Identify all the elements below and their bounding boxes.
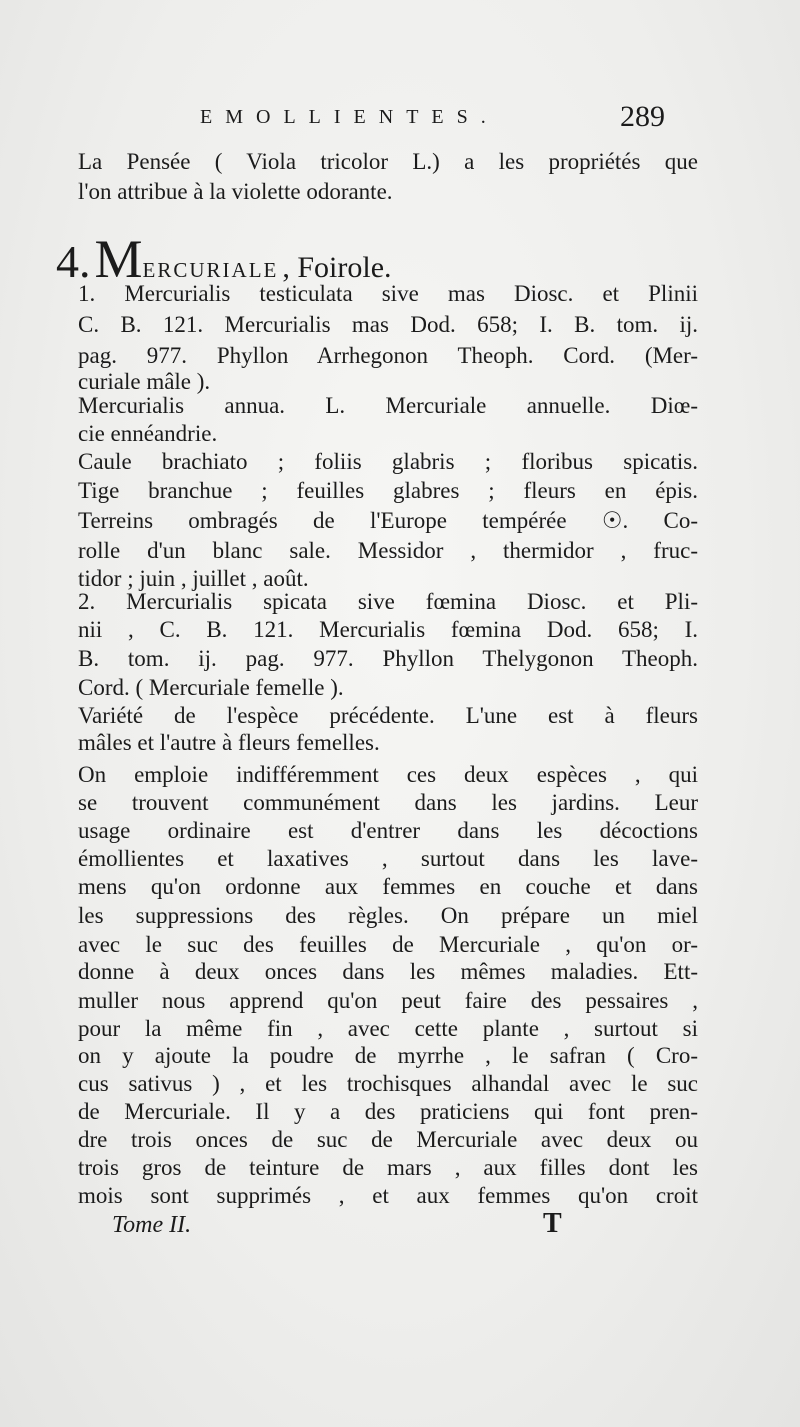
body-line: On emploie indifféremment ces deux espèces , qui (78, 762, 698, 787)
body-line: Cord. ( Mercuriale femelle ). (78, 675, 344, 700)
running-title: EMOLLIENTES. (200, 106, 499, 128)
body-line: nii , C. B. 121. Mercurialis fœmina Dod. 658; I. (78, 617, 698, 642)
body-line: mâles et l'autre à fleurs femelles. (78, 730, 380, 755)
body-line: usage ordinaire est d'entrer dans les décoctions (78, 818, 698, 843)
body-line: Variété de l'espèce précédente. L'une est à fleurs (78, 703, 698, 728)
body-line: C. B. 121. Mercurialis mas Dod. 658; I. B. tom. ij. (78, 312, 698, 337)
body-line: mens qu'on ordonne aux femmes en couche et dans (78, 874, 698, 899)
section-title-rest: , Foirole. (282, 251, 392, 284)
body-line: pag. 977. Phyllon Arrhegonon Theoph. Cord. (Mer- (78, 343, 698, 368)
intro-line-1: La Pensée ( Viola tricolor L.) a les propriétés que (78, 149, 698, 174)
body-line: 1. Mercurialis testiculata sive mas Diosc. et Plinii (78, 281, 698, 306)
body-line: on y ajoute la poudre de myrrhe , le safran ( Cro- (78, 1043, 698, 1068)
body-line: tidor ; juin , juillet , août. (78, 566, 309, 591)
body-line: muller nous apprend qu'on peut faire des pessaires , (78, 988, 698, 1013)
section-number: 4. (56, 236, 91, 287)
body-line: les suppressions des règles. On prépare un miel (78, 903, 698, 928)
body-line: de Mercuriale. Il y a des praticiens qui font pren- (78, 1099, 698, 1124)
body-line: pour la même fin , avec cette plante , surtout si (78, 1016, 698, 1041)
body-line: mois sont supprimés , et aux femmes qu'on croit (78, 1183, 698, 1208)
body-line: rolle d'un blanc sale. Messidor , thermidor , fruc- (78, 538, 698, 563)
body-line: Caule brachiato ; foliis glabris ; floribus spicatis. (78, 449, 698, 474)
body-line: avec le suc des feuilles de Mercuriale , qu'on or- (78, 932, 698, 957)
body-line: cus sativus ) , et les trochisques alhandal avec le suc (78, 1071, 698, 1096)
intro-line-2: l'on attribue à la violette odorante. (78, 179, 393, 204)
body-line: cie ennéandrie. (78, 421, 218, 446)
drop-initial: M (94, 229, 143, 289)
body-line: se trouvent communément dans les jardins. Leur (78, 790, 698, 815)
body-line: émollientes et laxatives , surtout dans les lave- (78, 846, 698, 871)
page-number: 289 (620, 100, 665, 133)
body-line: Terreins ombragés de l'Europe tempérée ☉. Co- (78, 508, 698, 533)
body-line: trois gros de teinture de mars , aux filles dont les (78, 1155, 698, 1180)
volume-label: Tome II. (112, 1212, 192, 1238)
body-line: 2. Mercurialis spicata sive fœmina Diosc. et Pli- (78, 589, 698, 614)
body-line: Tige branchue ; feuilles glabres ; fleurs en épis. (78, 478, 698, 503)
body-line: curiale mâle ). (78, 369, 211, 394)
section-title-smallcaps: ERCURIALE (142, 258, 279, 282)
body-line: dre trois onces de suc de Mercuriale avec deux ou (78, 1127, 698, 1152)
signature-mark: T (543, 1208, 562, 1239)
body-line: donne à deux onces dans les mêmes maladies. Ett- (78, 959, 698, 984)
body-line: Mercurialis annua. L. Mercuriale annuelle. Diœ- (78, 393, 698, 418)
body-line: B. tom. ij. pag. 977. Phyllon Thelygonon Theoph. (78, 646, 698, 671)
